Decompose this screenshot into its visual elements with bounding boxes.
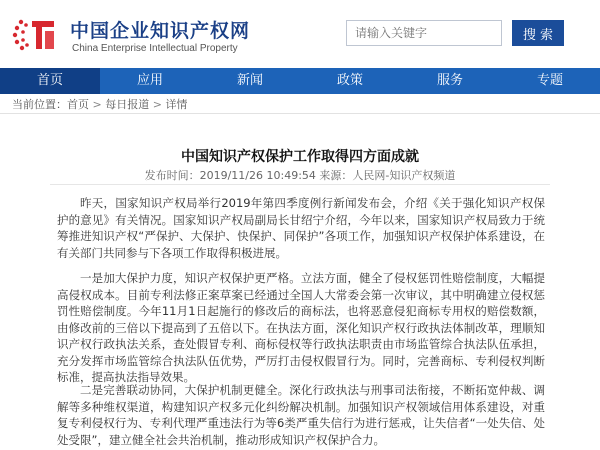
article-title: 中国知识产权保护工作取得四方面成就 [181,149,419,165]
site-logo-icon[interactable] [12,15,58,55]
article-paragraph: 二是完善联动协同，大保护机制更健全。深化行政执法与刑事司法衔接，不断拓宽仲裁、调解等多种维权渠道，构建知识产权多元化纠纷解决机制。加强知识产权领域信用体系建设，对重复专利侵权行为、专利代理严重违法行为等6类严重失信行为进行惩戒，让失信者“一处失信、处处受限”，建立健全社会共治机制，推动形成知识产权保护合力。 [57,383,545,447]
nav-item-topics[interactable]: 专题 [536,73,563,88]
breadcrumb-prefix: 当前位置： [12,98,67,111]
search-input[interactable] [346,20,502,46]
site-title[interactable]: 中国企业知识产权网 [70,20,251,42]
article-meta: 发布时间：2019/11/26 10:49:54 来源：人民网-知识产权频道 [144,169,456,182]
breadcrumb-separator: > [92,98,102,111]
site-subtitle: China Enterprise Intellectual Property [72,43,238,54]
nav-item-services[interactable]: 服务 [436,73,463,88]
article-paragraph: 昨天，国家知识产权局举行2019年第四季度例行新闻发布会，介绍《关于强化知识产权保护的意见》有关情况。国家知识产权局副局长甘绍宁介绍，今年以来，国家知识产权局致力于统筹推进知识产权“严保护、大保护、快保护、同保护”各项工作，加强知识产权保护体系建设，在有关部门共同参与下各项工作取得积极进展。 [57,196,545,260]
breadcrumb [12,96,187,112]
nav-item-home[interactable]: 首页 [0,68,100,94]
breadcrumb-divider [0,113,600,114]
breadcrumb-home[interactable]: 首页 [67,98,89,111]
breadcrumb-detail: 详情 [165,98,188,111]
article-paragraph: 一是加大保护力度，知识产权保护更严格。立法方面，健全了侵权惩罚性赔偿制度，大幅提高侵权成本。目前专利法修正案草案已经通过全国人大常委会第一次审议，其中明确建立侵权惩罚性赔偿制度。今年11月1日起施行的修改后的商标法，也将恶意侵犯商标专用权的赔偿数额，由修改前的三倍以下提高到了五倍以下。在执法方面，深化知识产权行政执法体制改革，理顺知识产权行政执法关系，查处假冒专利、商标侵权等行政执法职责由市场监管综合执法队伍承担，充分发挥市场监管综合执法队伍优势，严厉打击侵权假冒行为。同时，完善商标、专利侵权判断标准，提高执法指导效果。 [57,271,545,384]
search-button[interactable]: 搜 索 [512,20,564,46]
site-header [0,0,600,68]
breadcrumb-separator: > [152,98,162,111]
main-nav [0,68,600,94]
breadcrumb-daily-report[interactable]: 每日报道 [105,98,150,111]
nav-item-policy[interactable]: 政策 [336,73,363,88]
meta-divider [50,184,550,185]
nav-item-news[interactable]: 新闻 [236,73,263,88]
nav-item-apps[interactable]: 应用 [136,73,163,88]
